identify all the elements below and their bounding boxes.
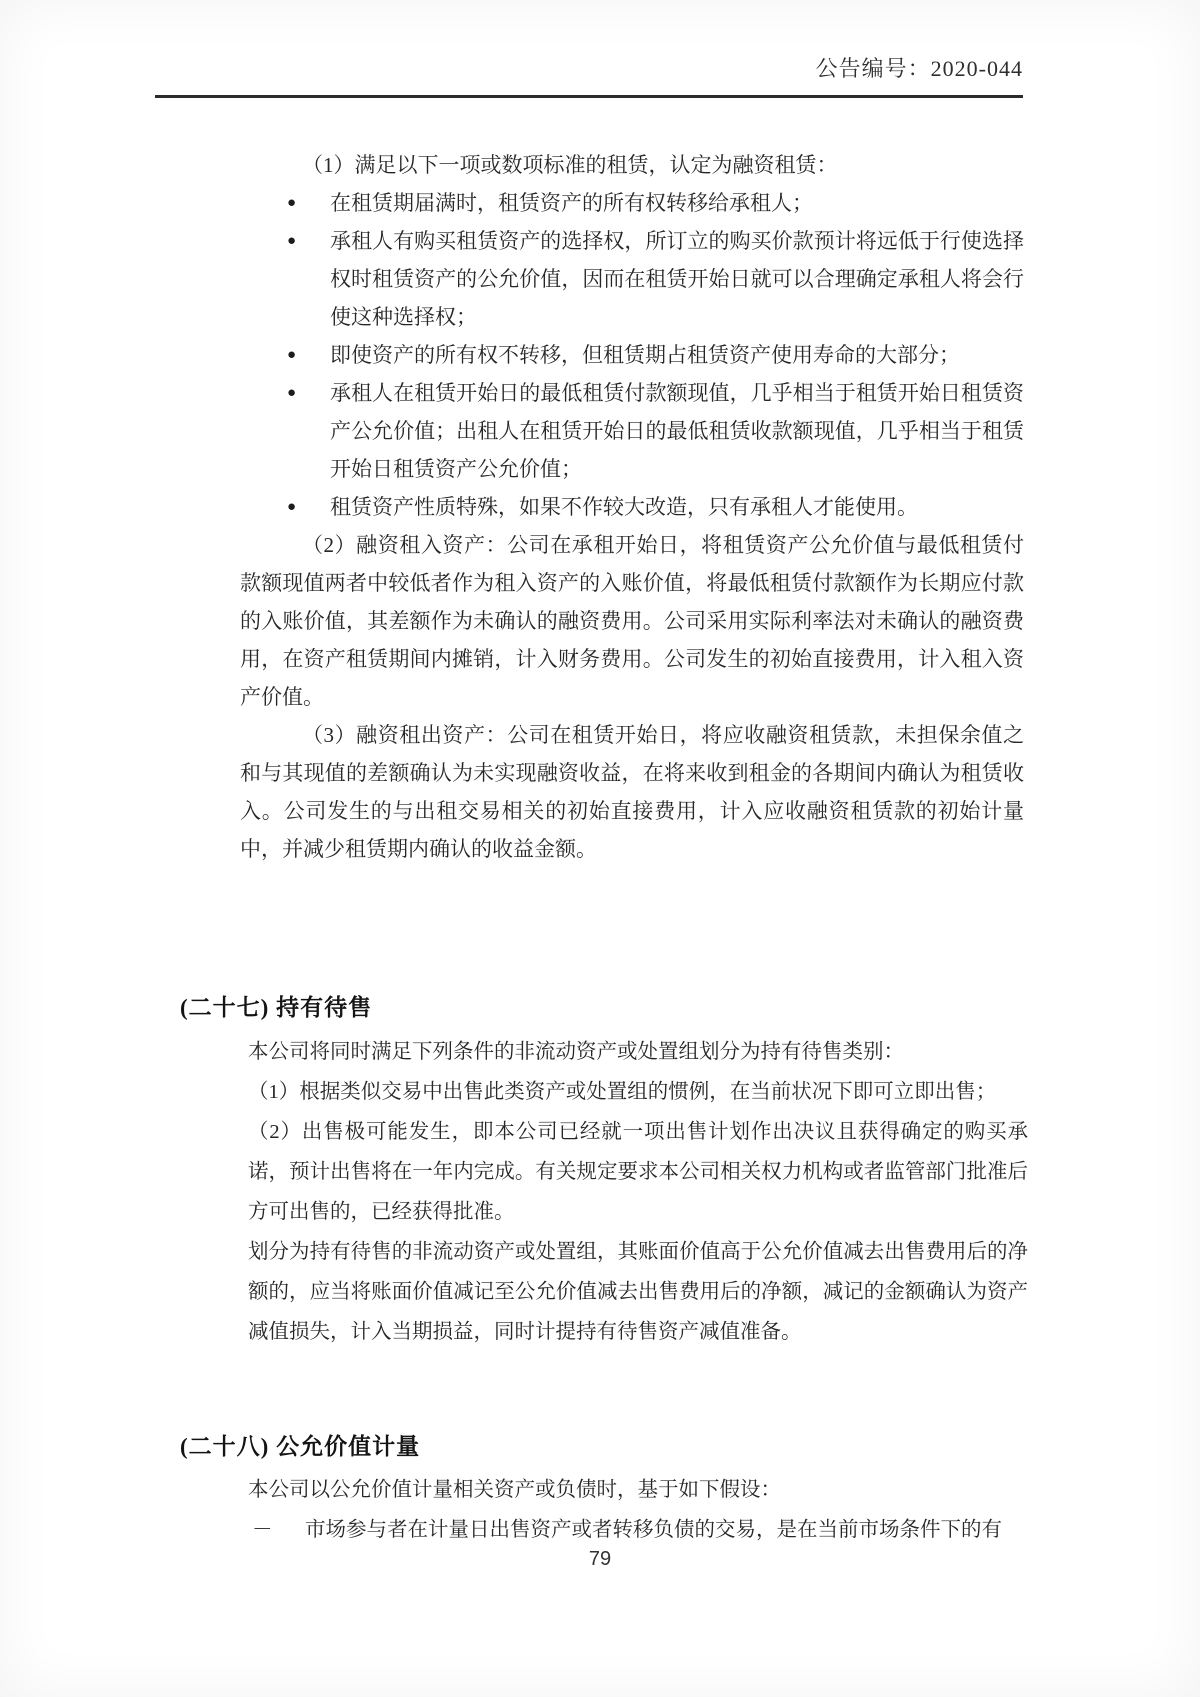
dash-icon: － xyxy=(252,1519,273,1541)
held-for-sale-condition-2: （2）出售极可能发生，即本公司已经就一项出售计划作出决议且获得确定的购买承诺，预计出售将在一年内完成。有关规定要求本公司相关权力机构或者监管部门批准后方可出售的，已经获得批准。 xyxy=(248,1121,1028,1223)
finance-lease-section xyxy=(240,146,1024,868)
bullet-icon: ● xyxy=(287,195,297,211)
fair-value-assumption-text: 市场参与者在计量日出售资产或者转移负债的交易，是在当前市场条件下的有 xyxy=(305,1519,1002,1541)
bullet-icon: ● xyxy=(287,347,297,363)
section-28-heading: (二十八) 公允价值计量 xyxy=(180,1434,421,1459)
section-27-heading: (二十七) 持有待售 xyxy=(180,995,373,1020)
lease-criterion-text: 承租人在租赁开始日的最低租赁付款额现值，几乎相当于租赁开始日租赁资产公允价值；出租人在租赁开始日的最低租赁收款额现值，几乎相当于租赁开始日租赁资产公允价值； xyxy=(330,381,1024,481)
held-for-sale-condition-1: （1）根据类似交易中出售此类资产或处置组的惯例，在当前状况下即可立即出售； xyxy=(248,1081,997,1103)
fair-value-assumption-item xyxy=(248,1510,1028,1550)
lease-criterion-item xyxy=(240,488,1024,526)
bullet-icon: ● xyxy=(287,499,297,515)
page-number: 79 xyxy=(588,1548,612,1570)
lease-criterion-item xyxy=(240,374,1024,488)
fair-value-intro: 本公司以公允价值计量相关资产或负债时，基于如下假设： xyxy=(248,1479,781,1501)
lease-criterion-text: 在租赁期届满时，租赁资产的所有权转移给承租人； xyxy=(330,191,813,215)
held-for-sale-section xyxy=(248,1032,1028,1352)
lease-criterion-item xyxy=(240,222,1024,336)
lease-criterion-text: 承租人有购买租赁资产的选择权，所订立的购买价款预计将远低于行使选择权时租赁资产的公允价值，因而在租赁开始日就可以合理确定承租人将会行使这种选择权； xyxy=(330,229,1024,329)
finance-lease-criteria-paragraph: （1）满足以下一项或数项标准的租赁，认定为融资租赁： xyxy=(302,153,838,177)
lease-criterion-text: 即使资产的所有权不转移，但租赁期占租赁资产使用寿命的大部分； xyxy=(330,343,960,367)
finance-leased-out-assets-paragraph: （3）融资租出资产：公司在租赁开始日，将应收融资租赁款，未担保余值之和与其现值的差额确认为未实现融资收益，在将来收到租金的各期间内确认为租赁收入。公司发生的与出租交易相关的初始直接费用，计入应收融资租赁款的初始计量中，并减少租赁期内确认的收益金额。 xyxy=(240,723,1024,861)
page-header xyxy=(155,52,1023,98)
doc-number: 公告编号：2020-044 xyxy=(815,56,1023,81)
held-for-sale-impairment-paragraph: 划分为持有待售的非流动资产或处置组，其账面价值高于公允价值减去出售费用后的净额的，应当将账面价值减记至公允价值减去出售费用后的净额，减记的金额确认为资产减值损失，计入当期损益，同时计提持有待售资产减值准备。 xyxy=(248,1241,1028,1343)
bullet-icon: ● xyxy=(287,233,297,249)
bullet-icon: ● xyxy=(287,385,297,401)
held-for-sale-intro: 本公司将同时满足下列条件的非流动资产或处置组划分为持有待售类别： xyxy=(248,1041,904,1063)
finance-leased-in-assets-paragraph: （2）融资租入资产：公司在承租开始日，将租赁资产公允价值与最低租赁付款额现值两者中较低者作为租入资产的入账价值，将最低租赁付款额作为长期应付款的入账价值，其差额作为未确认的融资费用。公司采用实际利率法对未确认的融资费用，在资产租赁期间内摊销，计入财务费用。公司发生的初始直接费用，计入租入资产价值。 xyxy=(240,533,1024,709)
lease-criterion-item xyxy=(240,336,1024,374)
lease-criterion-text: 租赁资产性质特殊，如果不作较大改造，只有承租人才能使用。 xyxy=(330,495,918,519)
fair-value-section xyxy=(248,1470,1028,1550)
lease-criterion-item xyxy=(240,184,1024,222)
